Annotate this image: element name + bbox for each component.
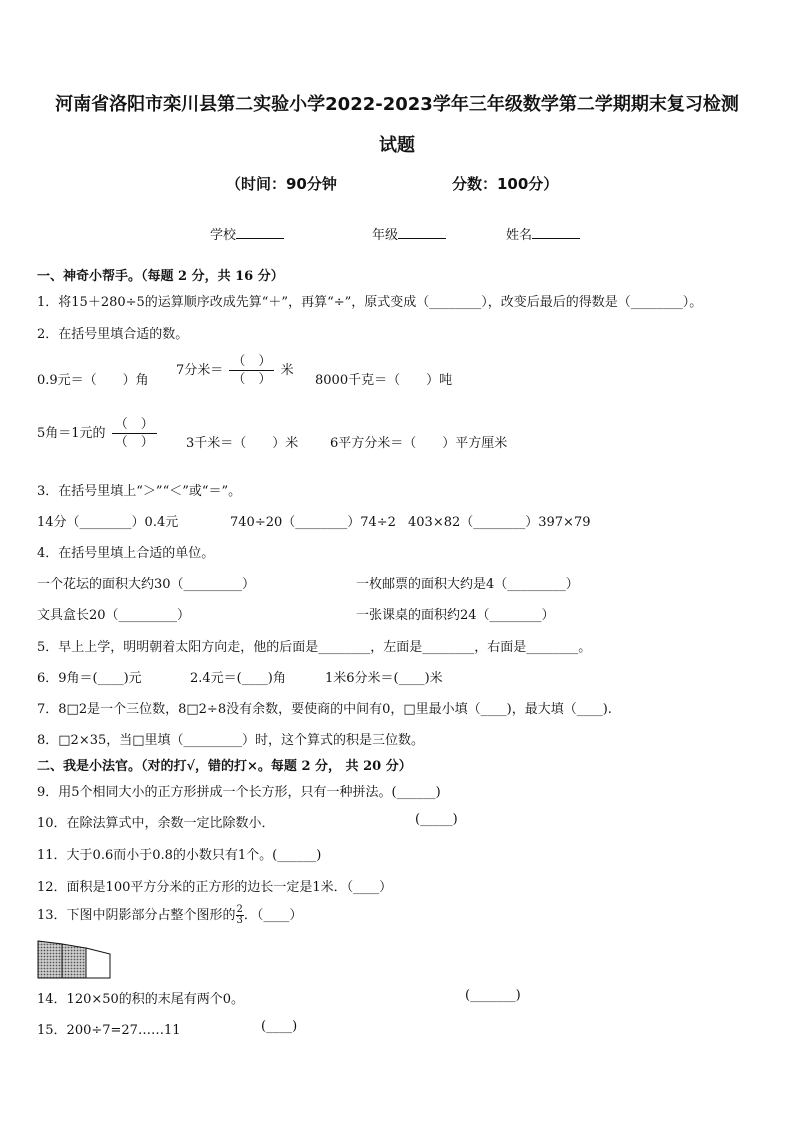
fraction-denominator: （ ）: [232, 372, 272, 387]
question-4-c: 文具盒长20（_________）: [37, 608, 191, 623]
fraction-numerator: （ ）: [229, 353, 274, 371]
question-14: 14．120×50的积的末尾有两个0。: [37, 992, 245, 1007]
question-3-a: 14分（________）0.4元: [37, 515, 179, 530]
fraction-blank[interactable]: [229, 353, 274, 388]
grade-blank[interactable]: [398, 226, 446, 239]
page-title: 河南省洛阳市栾川县第二实验小学2022-2023学年三年级数学第二学期期末复习检测: [55, 94, 739, 115]
question-4-a: 一个花坛的面积大约30（_________）: [37, 577, 256, 592]
school-field[interactable]: [210, 224, 284, 243]
question-2-d-prefix: 5角＝1元的: [37, 426, 106, 441]
question-13-suffix: ．（____）: [243, 908, 303, 923]
question-2-e: 3千米＝（ ）米: [186, 436, 299, 451]
question-2: 2．在括号里填合适的数。: [37, 327, 189, 342]
shaded-figure: [37, 940, 113, 980]
question-2-f: 6平方分米＝（ ）平方厘米: [330, 436, 508, 451]
fraction-denominator: 3: [236, 915, 243, 926]
question-2-b: [176, 353, 294, 388]
question-4-b: 一枚邮票的面积大约是4（_________）: [356, 577, 579, 592]
grade-label: 年级: [372, 228, 399, 243]
question-2-a: 0.9元＝（ ）角: [37, 373, 149, 388]
shaded-part-2: [62, 944, 86, 978]
question-4: 4．在括号里填上合适的单位。: [37, 546, 215, 561]
question-2-b-prefix: 7分米＝: [176, 363, 224, 378]
question-14-answer-blank[interactable]: (_______): [465, 988, 521, 1003]
fraction-numerator: 2: [236, 904, 243, 915]
question-13-prefix: 13．下图中阴影部分占整个图形的: [37, 908, 236, 923]
section-2-heading: 二、我是小法官。（对的打√，错的打×。每题 2 分， 共 20 分）: [37, 759, 412, 774]
fraction-blank[interactable]: [112, 416, 157, 451]
name-blank[interactable]: [532, 226, 580, 239]
name-field[interactable]: [506, 224, 580, 243]
exam-time: （时间：90分钟: [226, 175, 337, 193]
question-3-b: 740÷20（________）74÷2: [230, 515, 396, 530]
question-15: 15．200÷7=27……11: [37, 1023, 181, 1038]
unshaded-part: [86, 948, 110, 978]
section-1-heading: 一、神奇小帮手。（每题 2 分，共 16 分）: [37, 269, 284, 284]
question-2-b-suffix: 米: [280, 363, 294, 378]
question-4-d: 一张课桌的面积约24（________）: [356, 608, 555, 623]
question-12: 12．面积是100平方分米的正方形的边长一定是1米．（____）: [37, 880, 393, 895]
school-label: 学校: [210, 228, 237, 243]
question-2-d: [37, 416, 159, 451]
question-1: 1．将15＋280÷5的运算顺序改成先算“＋”，再算“÷”，原式变成（________），改变后最后的得数是（________）。: [37, 295, 703, 310]
fraction-denominator: （ ）: [114, 435, 154, 450]
question-3-c: 403×82（________）397×79: [408, 515, 591, 530]
question-7: 7．8□2是一个三位数，8□2÷8没有余数，要使商的中间有0，□里最小填（____)，最大填（____).: [37, 702, 612, 717]
question-10: 10．在除法算式中，余数一定比除数小．: [37, 816, 275, 831]
grade-field[interactable]: [372, 224, 446, 243]
fraction-two-thirds: [236, 905, 244, 926]
question-6-a: 6．9角＝(____)元: [37, 671, 142, 686]
question-10-answer-blank[interactable]: (_____): [415, 812, 458, 827]
question-6-c: 1米6分米＝(____)米: [325, 671, 443, 686]
question-11: 11．大于0.6而小于0.8的小数只有1个。(______): [37, 848, 322, 863]
exam-score: 分数：100分）: [452, 175, 559, 193]
question-15-answer-blank[interactable]: (____): [261, 1019, 298, 1034]
question-3: 3．在括号里填上“＞”“＜”或“＝”。: [37, 484, 242, 499]
page-title-continued: 试题: [379, 135, 415, 156]
shaded-part-1: [38, 941, 62, 978]
school-blank[interactable]: [236, 226, 284, 239]
question-5: 5．早上上学，明明朝着太阳方向走，他的后面是________，左面是________，右面是________。: [37, 640, 592, 655]
question-2-c: 8000千克＝（ ）吨: [315, 373, 453, 388]
question-13: [37, 904, 302, 926]
question-6-b: 2.4元＝(____)角: [190, 671, 286, 686]
name-label: 姓名: [506, 228, 533, 243]
fraction-numerator: （ ）: [112, 416, 157, 434]
question-9: 9．用5个相同大小的正方形拼成一个长方形，只有一种拼法。(______): [37, 785, 441, 800]
question-8: 8．□2×35，当□里填（_________）时，这个算式的积是三位数。: [37, 733, 425, 748]
